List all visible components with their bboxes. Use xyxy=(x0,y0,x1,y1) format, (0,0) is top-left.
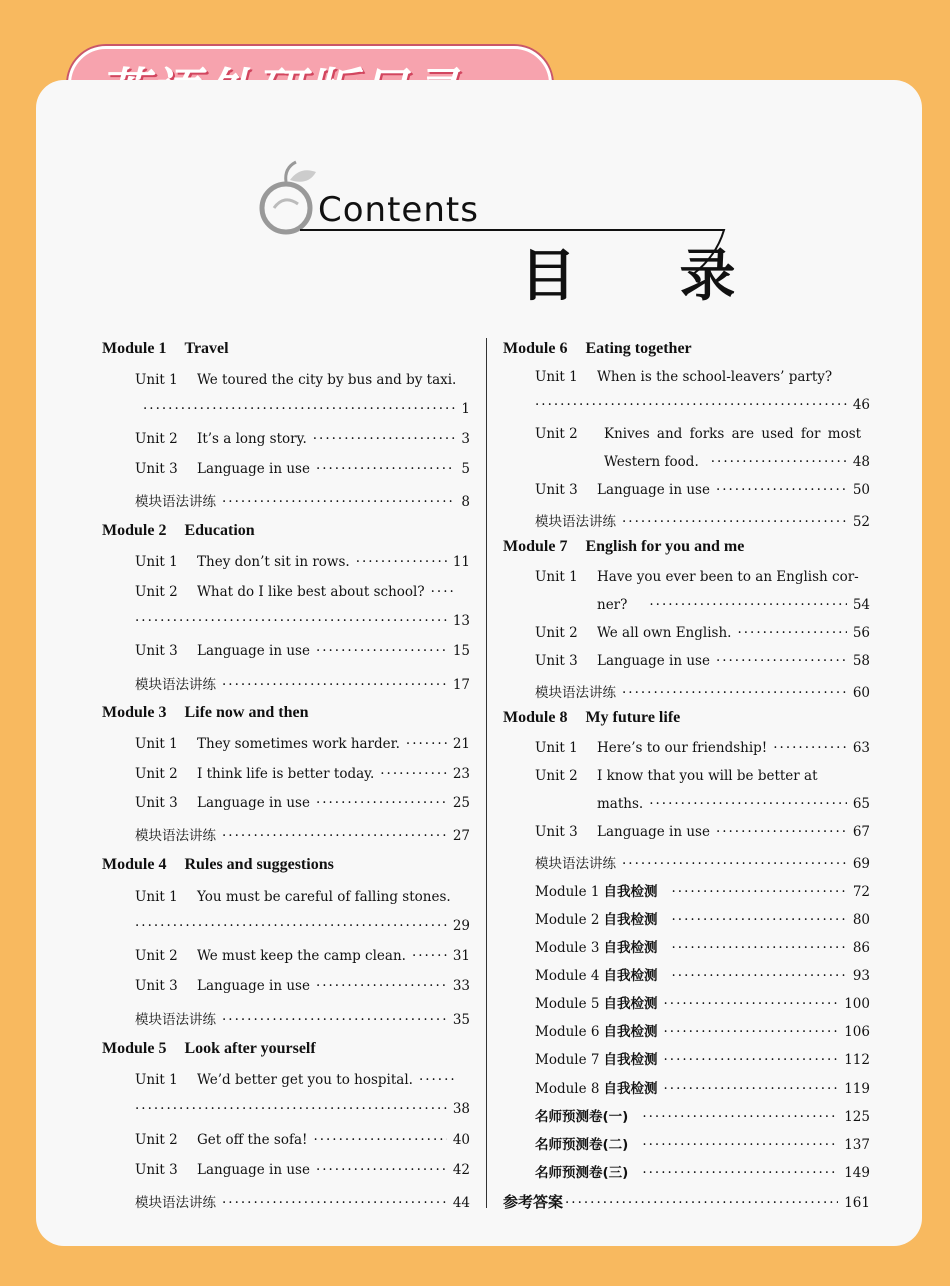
paper-label: 名师预测卷(二) xyxy=(535,1137,629,1153)
test-module: Module 4 xyxy=(535,968,600,984)
page-number: 5 xyxy=(461,461,470,477)
leader-dots xyxy=(222,828,447,844)
unit-title: It’s a long story. xyxy=(197,431,307,447)
unit-title: Here’s to our friendship! xyxy=(597,740,768,756)
page-number: 29 xyxy=(452,918,470,934)
leader-dots xyxy=(535,397,847,413)
toc-entry-cont[interactable] xyxy=(135,613,470,629)
toc-entry[interactable] xyxy=(135,372,470,388)
toc-entry[interactable] xyxy=(135,673,470,693)
answers-entry[interactable] xyxy=(503,1191,870,1212)
grammar-practice-label: 模块语法讲练 xyxy=(535,514,616,530)
leader-dots xyxy=(716,653,847,669)
toc-entry[interactable] xyxy=(535,681,870,701)
self-test-entry[interactable] xyxy=(535,880,870,900)
self-test-label: 自我检测 xyxy=(603,1024,658,1040)
toc-entry[interactable] xyxy=(535,768,870,784)
leader-dots xyxy=(135,1101,447,1117)
leader-dots xyxy=(316,978,447,994)
page-number: 1 xyxy=(461,401,470,417)
unit-label: Unit 2 xyxy=(135,584,178,600)
page-number: 119 xyxy=(844,1081,870,1097)
leader-dots xyxy=(412,948,447,964)
leader-dots xyxy=(406,736,447,752)
unit-label: Unit 1 xyxy=(535,740,578,756)
toc-entry[interactable] xyxy=(535,482,870,498)
self-test-entry[interactable] xyxy=(535,1048,870,1068)
module-heading xyxy=(102,340,229,358)
unit-title: We’d better get you to hospital. xyxy=(197,1072,413,1088)
leader-dots xyxy=(663,1081,838,1097)
unit-title-cont: Western food. xyxy=(604,454,699,470)
toc-entry-cont[interactable] xyxy=(535,397,870,413)
contents-heading: Contents xyxy=(318,190,479,230)
self-test-label: 自我检测 xyxy=(603,1081,658,1097)
self-test-entry[interactable] xyxy=(535,936,870,956)
leader-dots xyxy=(313,431,456,447)
page-number: 86 xyxy=(852,940,870,956)
answers-label: 参考答案 xyxy=(503,1193,564,1211)
leader-dots xyxy=(716,824,847,840)
unit-title: Have you ever been to an English cor- xyxy=(597,569,859,585)
unit-label: Unit 1 xyxy=(135,372,178,388)
unit-label: Unit 1 xyxy=(135,889,178,905)
self-test-entry[interactable] xyxy=(535,964,870,984)
module-heading xyxy=(102,522,255,540)
self-test-entry[interactable] xyxy=(535,1020,870,1040)
unit-label: Unit 2 xyxy=(535,426,578,442)
toc-entry[interactable] xyxy=(135,736,470,752)
module-heading xyxy=(503,340,692,358)
toc-entry[interactable] xyxy=(135,1132,470,1148)
toc-entry[interactable] xyxy=(135,461,470,477)
unit-label: Unit 1 xyxy=(135,736,178,752)
leader-dots xyxy=(431,584,455,600)
page-number: 67 xyxy=(852,824,870,840)
self-test-entry[interactable] xyxy=(535,1077,870,1097)
leader-dots xyxy=(663,996,838,1012)
test-module: Module 1 xyxy=(535,884,600,900)
toc-entry-cont[interactable] xyxy=(597,597,870,613)
unit-label: Unit 1 xyxy=(135,554,178,570)
toc-entry-cont[interactable] xyxy=(597,796,870,812)
unit-title: We must keep the camp clean. xyxy=(197,948,406,964)
test-module: Module 6 xyxy=(535,1024,600,1040)
page-number: 13 xyxy=(452,613,470,629)
toc-entry[interactable] xyxy=(535,569,870,585)
toc-entry[interactable] xyxy=(535,625,870,641)
toc-entry-cont[interactable] xyxy=(135,401,470,417)
leader-dots xyxy=(671,884,846,900)
module-number: Module 2 xyxy=(102,522,167,539)
grammar-practice-label: 模块语法讲练 xyxy=(135,1195,216,1211)
leader-dots xyxy=(716,482,847,498)
leader-dots xyxy=(622,685,847,701)
module-title: Eating together xyxy=(585,340,692,357)
page-number: 106 xyxy=(844,1024,870,1040)
page-number: 80 xyxy=(852,912,870,928)
unit-title: They sometimes work harder. xyxy=(197,736,400,752)
prediction-paper-entry[interactable] xyxy=(535,1133,870,1153)
unit-title: I think life is better today. xyxy=(197,766,375,782)
page-number: 8 xyxy=(461,494,470,510)
leader-dots xyxy=(671,912,846,928)
unit-title: Language in use xyxy=(197,643,310,659)
unit-label: Unit 2 xyxy=(135,948,178,964)
page-number: 21 xyxy=(452,736,470,752)
page-number: 46 xyxy=(852,397,870,413)
toc-entry[interactable] xyxy=(135,584,461,600)
unit-label: Unit 2 xyxy=(135,431,178,447)
page-number: 44 xyxy=(452,1195,470,1211)
leader-dots xyxy=(773,740,847,756)
module-number: Module 3 xyxy=(102,704,167,721)
grammar-practice-label: 模块语法讲练 xyxy=(535,685,616,701)
unit-title: Get off the sofa! xyxy=(197,1132,308,1148)
prediction-paper-entry[interactable] xyxy=(535,1105,870,1125)
leader-dots xyxy=(642,1137,838,1153)
leader-dots xyxy=(222,1195,447,1211)
page-number: 31 xyxy=(452,948,470,964)
page-number: 33 xyxy=(452,978,470,994)
module-title: Travel xyxy=(184,340,229,357)
unit-title: When is the school-leavers’ party? xyxy=(597,369,833,385)
grammar-practice-label: 模块语法讲练 xyxy=(135,494,216,510)
toc-entry-cont[interactable] xyxy=(135,918,470,934)
page-number: 50 xyxy=(852,482,870,498)
toc-entry[interactable] xyxy=(135,1162,470,1178)
mulu-heading: 目 录 xyxy=(520,243,778,309)
leader-dots xyxy=(642,1109,838,1125)
module-heading xyxy=(503,709,680,727)
unit-title-cont: maths. xyxy=(597,796,644,812)
page-number: 3 xyxy=(461,431,470,447)
unit-label: Unit 3 xyxy=(135,643,178,659)
unit-label: Unit 3 xyxy=(135,461,178,477)
paper-label: 名师预测卷(三) xyxy=(535,1165,629,1181)
page-number: 54 xyxy=(852,597,870,613)
toc-entry[interactable] xyxy=(535,653,870,669)
leader-dots xyxy=(222,1012,447,1028)
toc-entry-cont[interactable] xyxy=(135,1101,470,1117)
unit-title-cont: ner? xyxy=(597,597,628,613)
leader-dots xyxy=(356,554,447,570)
page-number: 93 xyxy=(852,968,870,984)
unit-label: Unit 3 xyxy=(535,653,578,669)
grammar-practice-label: 模块语法讲练 xyxy=(135,828,216,844)
module-number: Module 5 xyxy=(102,1040,167,1057)
unit-title: Knives and forks are used for most xyxy=(604,426,862,442)
page-number: 69 xyxy=(852,856,870,872)
page-number: 42 xyxy=(452,1162,470,1178)
leader-dots xyxy=(143,401,455,417)
leader-dots xyxy=(316,1162,447,1178)
leader-dots xyxy=(671,940,846,956)
toc-entry[interactable] xyxy=(135,1008,470,1028)
test-module: Module 3 xyxy=(535,940,600,956)
self-test-label: 自我检测 xyxy=(603,912,658,928)
module-title: Life now and then xyxy=(184,704,309,721)
leader-dots xyxy=(671,968,846,984)
test-module: Module 8 xyxy=(535,1081,600,1097)
unit-title: They don’t sit in rows. xyxy=(197,554,350,570)
leader-dots xyxy=(316,643,447,659)
page-number: 137 xyxy=(844,1137,870,1153)
leader-dots xyxy=(135,918,447,934)
toc-entry[interactable] xyxy=(135,766,470,782)
page-number: 161 xyxy=(844,1195,870,1211)
unit-title: Language in use xyxy=(597,824,710,840)
page-number: 60 xyxy=(852,685,870,701)
toc-entry[interactable] xyxy=(535,426,870,442)
leader-dots xyxy=(737,625,846,641)
self-test-label: 自我检测 xyxy=(603,968,658,984)
toc-entry[interactable] xyxy=(135,978,470,994)
toc-entry-cont[interactable] xyxy=(604,454,870,470)
grammar-practice-label: 模块语法讲练 xyxy=(135,1012,216,1028)
page-number: 149 xyxy=(844,1165,870,1181)
toc-entry[interactable] xyxy=(135,948,470,964)
grammar-practice-label: 模块语法讲练 xyxy=(535,856,616,872)
unit-title: You must be careful of falling stones. xyxy=(197,889,451,905)
toc-entry[interactable] xyxy=(135,1191,470,1211)
test-module: Module 7 xyxy=(535,1052,600,1068)
page-number: 11 xyxy=(452,554,470,570)
leader-dots xyxy=(622,856,847,872)
test-module: Module 5 xyxy=(535,996,600,1012)
unit-label: Unit 2 xyxy=(135,766,178,782)
test-module: Module 2 xyxy=(535,912,600,928)
unit-label: Unit 3 xyxy=(135,795,178,811)
self-test-label: 自我检测 xyxy=(603,996,658,1012)
self-test-entry[interactable] xyxy=(535,908,870,928)
page-number: 72 xyxy=(852,884,870,900)
page-number: 112 xyxy=(844,1052,870,1068)
unit-title: Language in use xyxy=(197,1162,310,1178)
unit-label: Unit 1 xyxy=(535,569,578,585)
page-number: 125 xyxy=(844,1109,870,1125)
toc-entry[interactable] xyxy=(135,889,470,905)
page-number: 27 xyxy=(452,828,470,844)
unit-title: What do I like best about school? xyxy=(197,584,425,600)
page-number: 35 xyxy=(452,1012,470,1028)
unit-title: Language in use xyxy=(197,978,310,994)
unit-label: Unit 2 xyxy=(535,625,578,641)
self-test-label: 自我检测 xyxy=(603,884,658,900)
module-number: Module 7 xyxy=(503,538,568,555)
page-number: 63 xyxy=(852,740,870,756)
module-title: English for you and me xyxy=(585,538,745,555)
toc-entry[interactable] xyxy=(135,643,470,659)
leader-dots xyxy=(222,494,455,510)
grammar-practice-label: 模块语法讲练 xyxy=(135,677,216,693)
leader-dots xyxy=(622,514,847,530)
leader-dots xyxy=(313,1132,446,1148)
page-number: 52 xyxy=(852,514,870,530)
leader-dots xyxy=(663,1052,838,1068)
module-number: Module 1 xyxy=(102,340,167,357)
unit-label: Unit 3 xyxy=(535,824,578,840)
module-heading xyxy=(503,538,744,556)
page-number: 100 xyxy=(844,996,870,1012)
self-test-entry[interactable] xyxy=(535,992,870,1012)
page-number: 25 xyxy=(452,795,470,811)
toc-entry[interactable] xyxy=(535,740,870,756)
unit-title: We all own English. xyxy=(597,625,732,641)
paper-label: 名师预测卷(一) xyxy=(535,1109,629,1125)
page-number: 58 xyxy=(852,653,870,669)
module-heading xyxy=(102,1040,316,1058)
page-number: 48 xyxy=(852,454,870,470)
apple-logo-icon xyxy=(256,160,322,240)
prediction-paper-entry[interactable] xyxy=(535,1161,870,1181)
unit-title: Language in use xyxy=(597,482,710,498)
leader-dots xyxy=(316,795,447,811)
toc-entry[interactable] xyxy=(135,490,470,510)
module-heading xyxy=(102,856,334,874)
leader-dots xyxy=(649,597,846,613)
leader-dots xyxy=(649,796,847,812)
toc-entry[interactable] xyxy=(135,1072,461,1088)
module-title: My future life xyxy=(585,709,681,726)
unit-title: Language in use xyxy=(197,795,310,811)
module-title: Education xyxy=(184,522,255,539)
toc-entry[interactable] xyxy=(535,824,870,840)
toc-entry[interactable] xyxy=(535,510,870,530)
leader-dots xyxy=(316,461,455,477)
leader-dots xyxy=(380,766,447,782)
unit-label: Unit 1 xyxy=(135,1072,178,1088)
unit-label: Unit 3 xyxy=(135,978,178,994)
toc-entry[interactable] xyxy=(535,369,870,385)
toc-entry[interactable] xyxy=(135,824,470,844)
self-test-label: 自我检测 xyxy=(603,940,658,956)
unit-title: Language in use xyxy=(197,461,310,477)
unit-title: Language in use xyxy=(597,653,710,669)
module-number: Module 8 xyxy=(503,709,568,726)
unit-label: Unit 1 xyxy=(535,369,578,385)
unit-label: Unit 3 xyxy=(135,1162,178,1178)
page-number: 23 xyxy=(452,766,470,782)
unit-label: Unit 2 xyxy=(135,1132,178,1148)
page-number: 40 xyxy=(452,1132,470,1148)
page-number: 38 xyxy=(452,1101,470,1117)
leader-dots xyxy=(711,454,847,470)
page-number: 56 xyxy=(852,625,870,641)
unit-label: Unit 3 xyxy=(535,482,578,498)
module-number: Module 6 xyxy=(503,340,568,357)
leader-dots xyxy=(222,677,447,693)
toc-entry[interactable] xyxy=(135,554,470,570)
leader-dots xyxy=(135,613,447,629)
leader-dots xyxy=(642,1165,838,1181)
leader-dots xyxy=(663,1024,838,1040)
unit-title: I know that you will be better at xyxy=(597,768,818,784)
module-title: Rules and suggestions xyxy=(184,856,334,873)
unit-label: Unit 2 xyxy=(535,768,578,784)
page-number: 65 xyxy=(852,796,870,812)
self-test-label: 自我检测 xyxy=(603,1052,658,1068)
page-number: 15 xyxy=(452,643,470,659)
toc-entry[interactable] xyxy=(535,852,870,872)
page-number: 17 xyxy=(452,677,470,693)
module-number: Module 4 xyxy=(102,856,167,873)
toc-entry[interactable] xyxy=(135,795,470,811)
leader-dots xyxy=(419,1072,455,1088)
toc-entry[interactable] xyxy=(135,431,470,447)
module-heading xyxy=(102,704,308,722)
column-divider xyxy=(486,338,487,1208)
leader-dots xyxy=(565,1195,838,1211)
module-title: Look after yourself xyxy=(184,1040,316,1057)
unit-title: We toured the city by bus and by taxi. xyxy=(197,372,457,388)
